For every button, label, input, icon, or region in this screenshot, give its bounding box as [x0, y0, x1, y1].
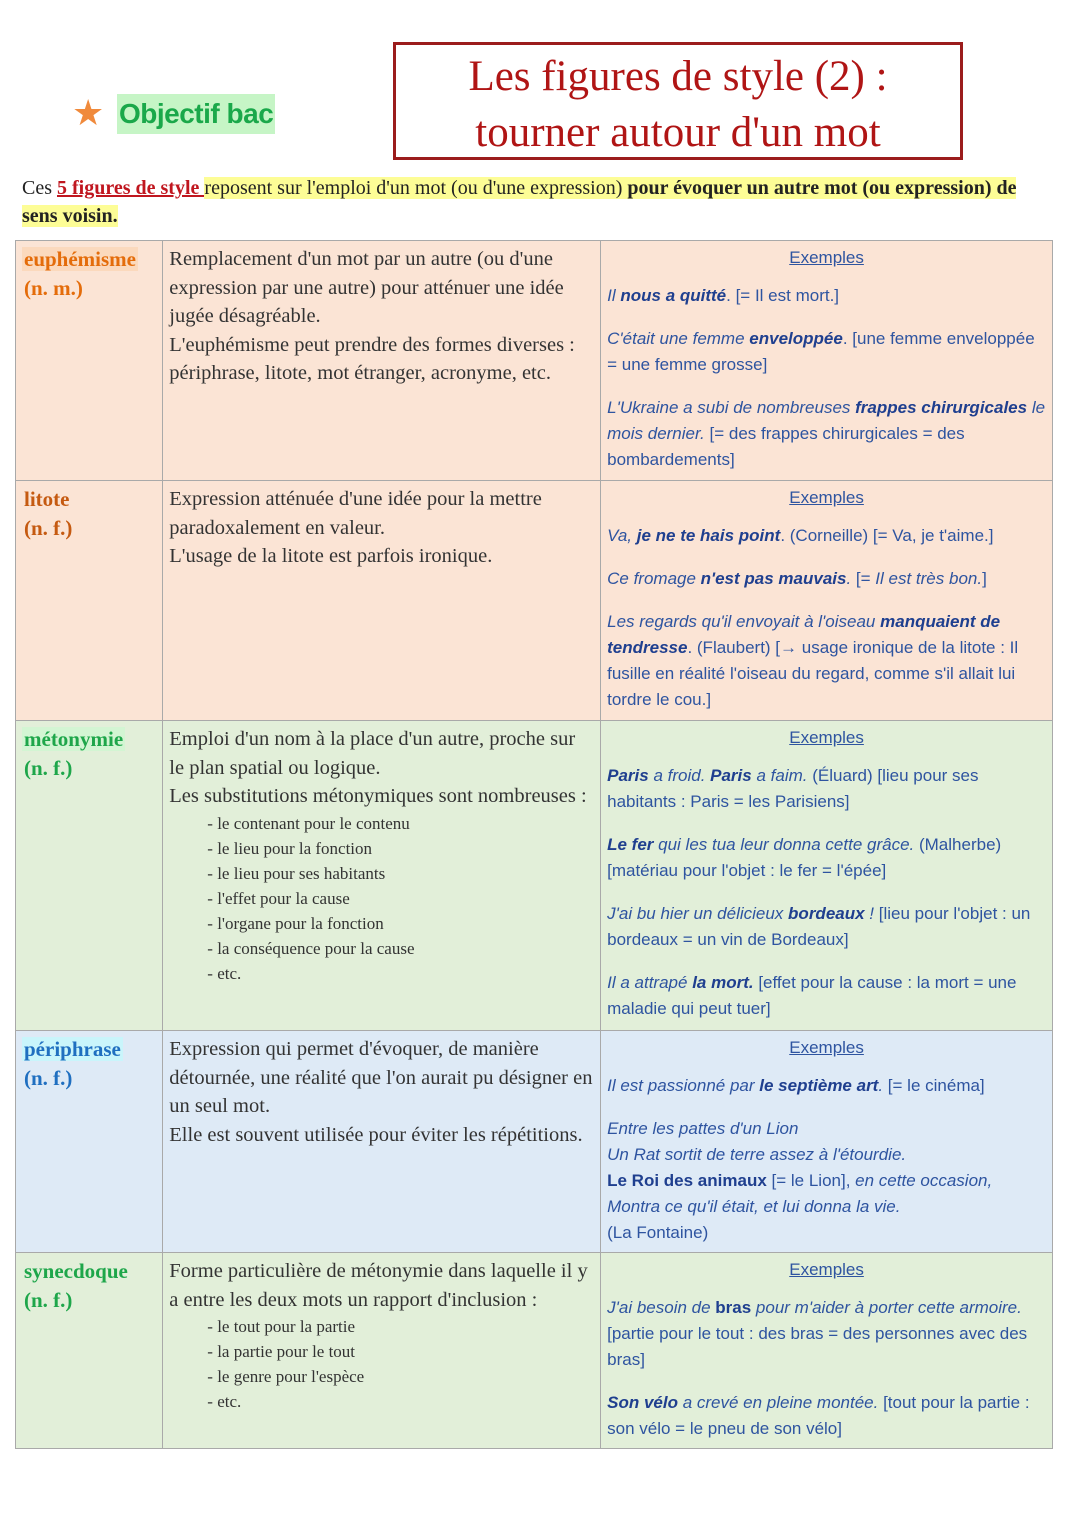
example-segment: [= des frappes chirurgicales = des bombardements]	[607, 424, 965, 469]
definition-list-item: - le tout pour la partie	[207, 1317, 356, 1336]
example	[607, 609, 1046, 713]
term-cell	[16, 1253, 163, 1449]
example-segment: [= le cinéma]	[883, 1076, 985, 1095]
example-segment: Paris	[607, 766, 649, 785]
term-gender: (n. f.)	[24, 1066, 73, 1090]
example-segment: nous a quitté	[620, 286, 727, 305]
term-cell	[16, 1031, 163, 1253]
title-line-1: Les figures de style (2) :	[468, 53, 888, 100]
example	[607, 763, 1046, 815]
term-gender: (n. f.)	[24, 516, 73, 540]
definition-list-item: - l'effet pour la cause	[207, 888, 350, 908]
definition-list-item: - la conséquence pour la cause	[207, 938, 415, 958]
definition-list-item: - etc.	[207, 963, 242, 983]
example	[607, 566, 1046, 592]
example	[607, 1295, 1046, 1373]
example-segment: Il est passionné par	[607, 1076, 760, 1095]
example-segment: Ce fromage	[607, 569, 701, 588]
example-segment: .	[846, 569, 852, 588]
term-gender: (n. f.)	[24, 1288, 73, 1312]
example-segment: J'ai bu hier un délicieux	[607, 904, 789, 923]
example	[607, 283, 1046, 309]
example-segment: le mois dernier.	[607, 398, 1046, 443]
example-segment: . (Corneille) [= Va, je t'aime.]	[780, 526, 994, 545]
definition-list-item: - l'organe pour la fonction	[207, 913, 384, 933]
objectif-bac-badge: Objectif bac	[117, 94, 275, 134]
definition-list-item: - le genre pour l'espèce	[207, 1367, 365, 1386]
intro-paragraph	[22, 174, 1052, 230]
page-title	[393, 42, 963, 160]
example-segment: je ne te hais point	[636, 526, 781, 545]
term-cell	[16, 481, 163, 721]
definition-list-item: - etc.	[207, 1392, 242, 1411]
example-segment: [tout pour la partie : son vélo = le pneu de son vélo]	[607, 1393, 1030, 1438]
example-segment: Montra ce qu'il était, et lui donna la vie.	[607, 1197, 901, 1216]
definition-text: Expression qui permet d'évoquer, de manière détournée, une réalité que l'on aurait pu désigner en un seul mot.	[169, 1038, 593, 1117]
example-segment: a faim.	[751, 766, 808, 785]
definition-text: Forme particulière de métonymie dans laquelle il y a entre les deux mots un rapport d'inclusion :	[169, 1260, 588, 1311]
example-segment: J'ai besoin de	[607, 1298, 716, 1317]
example	[607, 832, 1046, 884]
example	[607, 395, 1046, 473]
example-segment: [partie pour le tout : des bras = des personnes avec des bras]	[607, 1324, 1028, 1369]
example	[607, 1116, 1046, 1246]
example-segment: Un Rat sortit de terre assez à l'étourdie.	[607, 1145, 907, 1164]
figure-row	[16, 481, 1053, 721]
example-segment: (Éluard) [lieu pour ses habitants : Paris = les Parisiens]	[607, 766, 979, 811]
example-segment: qui les tua leur donna cette grâce.	[653, 835, 915, 854]
figure-row	[16, 721, 1053, 1031]
example-segment: en cette occasion,	[855, 1171, 993, 1190]
example-segment: Les regards qu'il envoyait à l'oiseau	[607, 612, 881, 631]
example-segment: le septième art	[759, 1076, 879, 1095]
definition-text: L'usage de la litote est parfois ironique.	[169, 545, 493, 567]
example-segment: !	[864, 904, 875, 923]
examples-heading: Exemples	[789, 1038, 864, 1057]
example	[607, 326, 1046, 378]
example-segment: [effet pour la cause : la mort = une maladie qui peut tuer]	[607, 973, 1017, 1018]
example-segment: Le fer	[607, 835, 654, 854]
examples-cell	[601, 241, 1053, 481]
example-segment: bras	[715, 1298, 752, 1317]
figures-table	[15, 240, 1053, 1449]
term-name: litote	[24, 487, 70, 511]
definition-text: Emploi d'un nom à la place d'un autre, proche sur le plan spatial ou logique.	[169, 728, 576, 779]
example-segment: Va,	[607, 526, 637, 545]
term-cell	[16, 721, 163, 1031]
example-segment: L'Ukraine a subi de nombreuses	[607, 398, 856, 417]
examples-heading: Exemples	[789, 728, 864, 747]
example-segment: Il est très bon.	[875, 569, 983, 588]
term-name: métonymie	[24, 727, 124, 751]
example-segment: . [= Il est mort.]	[726, 286, 840, 305]
definition-list-item: - la partie pour le tout	[207, 1342, 356, 1361]
example	[607, 970, 1046, 1022]
example-segment: Entre les pattes d'un Lion	[607, 1119, 799, 1138]
example-segment: frappes chirurgicales	[855, 398, 1028, 417]
example-segment: Son vélo	[607, 1393, 678, 1412]
definition-text: Remplacement d'un mot par un autre (ou d'une expression par une autre) pour atténuer une idée jugée désagréable.	[169, 248, 564, 327]
example-segment: la mort.	[692, 973, 754, 992]
example-segment: Il a attrapé	[607, 973, 693, 992]
example	[607, 1073, 1046, 1099]
examples-cell	[601, 1253, 1053, 1449]
example-segment: ]	[982, 569, 987, 588]
star-icon: ★	[72, 93, 105, 134]
term-cell	[16, 241, 163, 481]
example-segment: Paris	[710, 766, 752, 785]
definition-text: L'euphémisme peut prendre des formes diverses : périphrase, litote, mot étranger, acronyme, etc.	[169, 333, 575, 384]
example	[607, 523, 1046, 549]
example-segment: a froid.	[648, 766, 711, 785]
example-segment: . (Flaubert) [→ usage ironique de la litote : Il fusille en réalité l'oiseau du regard, comme s'il allait lui tordre le cou.]	[607, 638, 1019, 709]
examples-heading: Exemples	[789, 1260, 864, 1279]
example-segment: (La Fontaine)	[607, 1223, 709, 1242]
example	[607, 1390, 1046, 1442]
figure-row	[16, 1253, 1053, 1449]
example-segment: manquaient de tendresse	[607, 612, 1001, 657]
example-segment: [=	[851, 569, 876, 588]
definition-text: Expression atténuée d'une idée pour la mettre paradoxalement en valeur.	[169, 488, 542, 539]
term-name: synecdoque	[24, 1259, 128, 1283]
definition-cell	[163, 721, 601, 1031]
examples-cell	[601, 721, 1053, 1031]
intro-text: Ces	[22, 177, 57, 199]
example-segment: (Malherbe) [matériau pour l'objet : le fer = l'épée]	[607, 835, 1002, 880]
definition-cell	[163, 1253, 601, 1449]
term-gender: (n. f.)	[24, 756, 73, 780]
definition-cell	[163, 241, 601, 481]
definition-list-item: - le lieu pour la fonction	[207, 838, 373, 858]
title-line-2: tourner autour d'un mot	[475, 109, 881, 156]
example-segment: . [une femme enveloppée = une femme grosse]	[607, 329, 1035, 374]
figure-row	[16, 241, 1053, 481]
example-segment: Il	[607, 286, 621, 305]
example-segment: bordeaux	[788, 904, 865, 923]
example-segment: pour m'aider à porter cette armoire.	[751, 1298, 1022, 1317]
example-segment: [= le Lion],	[766, 1171, 856, 1190]
definition-cell	[163, 1031, 601, 1253]
definition-text: Elle est souvent utilisée pour éviter les répétitions.	[169, 1123, 583, 1146]
term-name: périphrase	[24, 1037, 121, 1061]
definition-cell	[163, 481, 601, 721]
example-segment: Le Roi des animaux	[607, 1171, 767, 1190]
example-segment: a crevé en pleine montée.	[677, 1393, 879, 1412]
examples-cell	[601, 481, 1053, 721]
figure-row	[16, 1031, 1053, 1253]
intro-text-highlight: reposent sur l'emploi d'un mot (ou d'une expression)	[204, 177, 628, 199]
example-segment: C'était une femme	[607, 329, 750, 348]
intro-highlight-count: 5 figures de style	[57, 177, 205, 199]
example	[607, 901, 1046, 953]
example-segment: enveloppée	[749, 329, 843, 348]
example-segment: .	[878, 1076, 884, 1095]
example-segment: [lieu pour l'objet : un bordeaux = un vin de Bordeaux]	[607, 904, 1031, 949]
intro-text-bold: pour évoquer un autre mot (ou expression) de sens voisin.	[22, 177, 1017, 227]
definition-list-item: - le lieu pour ses habitants	[207, 863, 386, 883]
examples-heading: Exemples	[789, 488, 864, 507]
term-gender: (n. m.)	[24, 276, 83, 300]
definition-text: Les substitutions métonymiques sont nombreuses :	[169, 785, 587, 807]
term-name: euphémisme	[24, 247, 136, 271]
examples-heading: Exemples	[789, 248, 864, 267]
definition-list-item: - le contenant pour le contenu	[207, 813, 410, 833]
examples-cell	[601, 1031, 1053, 1253]
example-segment: n'est pas mauvais	[700, 569, 847, 588]
